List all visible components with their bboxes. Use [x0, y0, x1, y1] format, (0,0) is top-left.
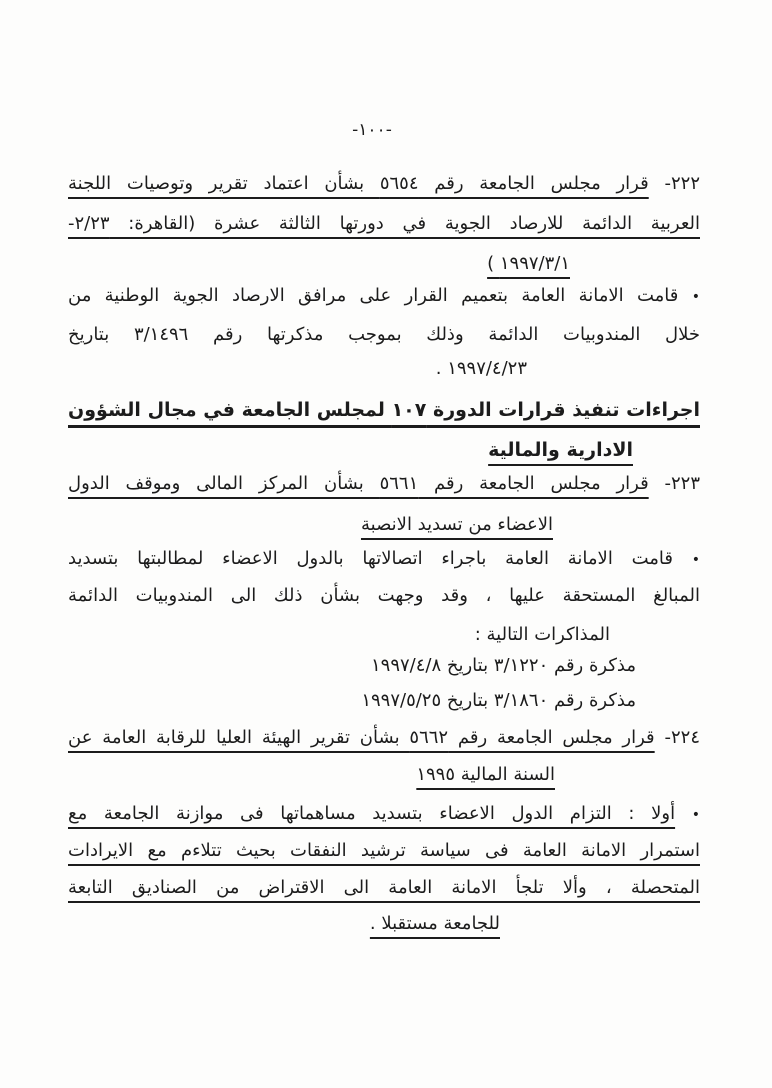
bullet-223-line-3: المذاكرات التالية :: [474, 624, 610, 645]
bullet-222-text: قامت الامانة العامة بتعميم القرار على مرافق الارصاد الجوية الوطنية من: [68, 285, 679, 306]
bullet-222-date-line: ١٩٩٧/٤/٢٣ .: [435, 358, 527, 379]
item-223-line-2: الاعضاء من تسديد الانصبة: [360, 514, 553, 535]
bullet-224-line-1: [68, 797, 700, 831]
item-222-line-2: العربية الدائمة للارصاد الجوية في دورتها الثالثة عشرة (القاهرة: ٢/٢٣-: [68, 213, 700, 234]
bullet-223-line-1: [68, 542, 700, 576]
bullet-224-line-4: للجامعة مستقبلا .: [369, 913, 500, 934]
item-222-number: ٢٢٢-: [664, 173, 700, 194]
bullet-224-line-3: المتحصلة ، وألا تلجأ الامانة العامة الى الاقتراض من الصناديق التابعة: [68, 877, 700, 898]
item-224-line-1: [68, 721, 700, 755]
item-223-number: ٢٢٣-: [664, 473, 701, 494]
bullet-icon: •: [691, 807, 700, 823]
item-222-line-1: [68, 167, 700, 201]
section-heading-line-2: الادارية والمالية: [488, 439, 633, 461]
bullet-icon: •: [691, 289, 700, 305]
bullet-224-text: أولا : التزام الدول الاعضاء بتسديد مساهماتها فى موازنة الجامعة مع: [68, 803, 676, 824]
bullet-223-text: قامت الامانة العامة باجراء اتصالاتها بالدول الاعضاء لمطالبتها بتسديد: [68, 548, 673, 569]
bullet-222-line-2: خلال المندوبيات الدائمة وذلك بموجب مذكرتها رقم ٣/١٤٩٦ بتاريخ: [68, 324, 700, 345]
item-224-line-2: السنة المالية ١٩٩٥: [416, 764, 555, 785]
memo-line-2: مذكرة رقم ٣/١٨٦٠ بتاريخ ١٩٩٧/٥/٢٥: [361, 690, 636, 711]
bullet-224-line-2: استمرار الامانة العامة فى سياسة ترشيد النفقات بحيث تتلاءم مع الايرادات: [68, 840, 700, 861]
item-224-title: قرار مجلس الجامعة رقم ٥٦٦٢ بشأن تقرير الهيئة العليا للرقابة العامة عن: [68, 727, 655, 748]
item-222-date-line: ١٩٩٧/٣/١ ): [487, 253, 570, 274]
page-number: -١٠٠-: [352, 120, 392, 140]
item-222-title: قرار مجلس الجامعة رقم ٥٦٥٤ بشأن اعتماد تقرير وتوصيات اللجنة: [68, 173, 649, 194]
section-heading-line-1: اجراءات تنفيذ قرارات الدورة ١٠٧ لمجلس الجامعة في مجال الشؤون: [68, 399, 700, 421]
item-224-number: ٢٢٤-: [664, 727, 701, 748]
bullet-222-line-1: [68, 279, 700, 313]
memo-line-1: مذكرة رقم ٣/١٢٢٠ بتاريخ ١٩٩٧/٤/٨: [371, 655, 636, 676]
bullet-223-line-2: المبالغ المستحقة عليها ، وقد وجهت بشأن ذلك الى المندوبيات الدائمة: [68, 585, 700, 606]
bullet-icon: •: [691, 552, 700, 568]
item-223-title: قرار مجلس الجامعة رقم ٥٦٦١ بشأن المركز المالى وموقف الدول: [68, 473, 649, 494]
item-223-line-1: [68, 467, 700, 501]
